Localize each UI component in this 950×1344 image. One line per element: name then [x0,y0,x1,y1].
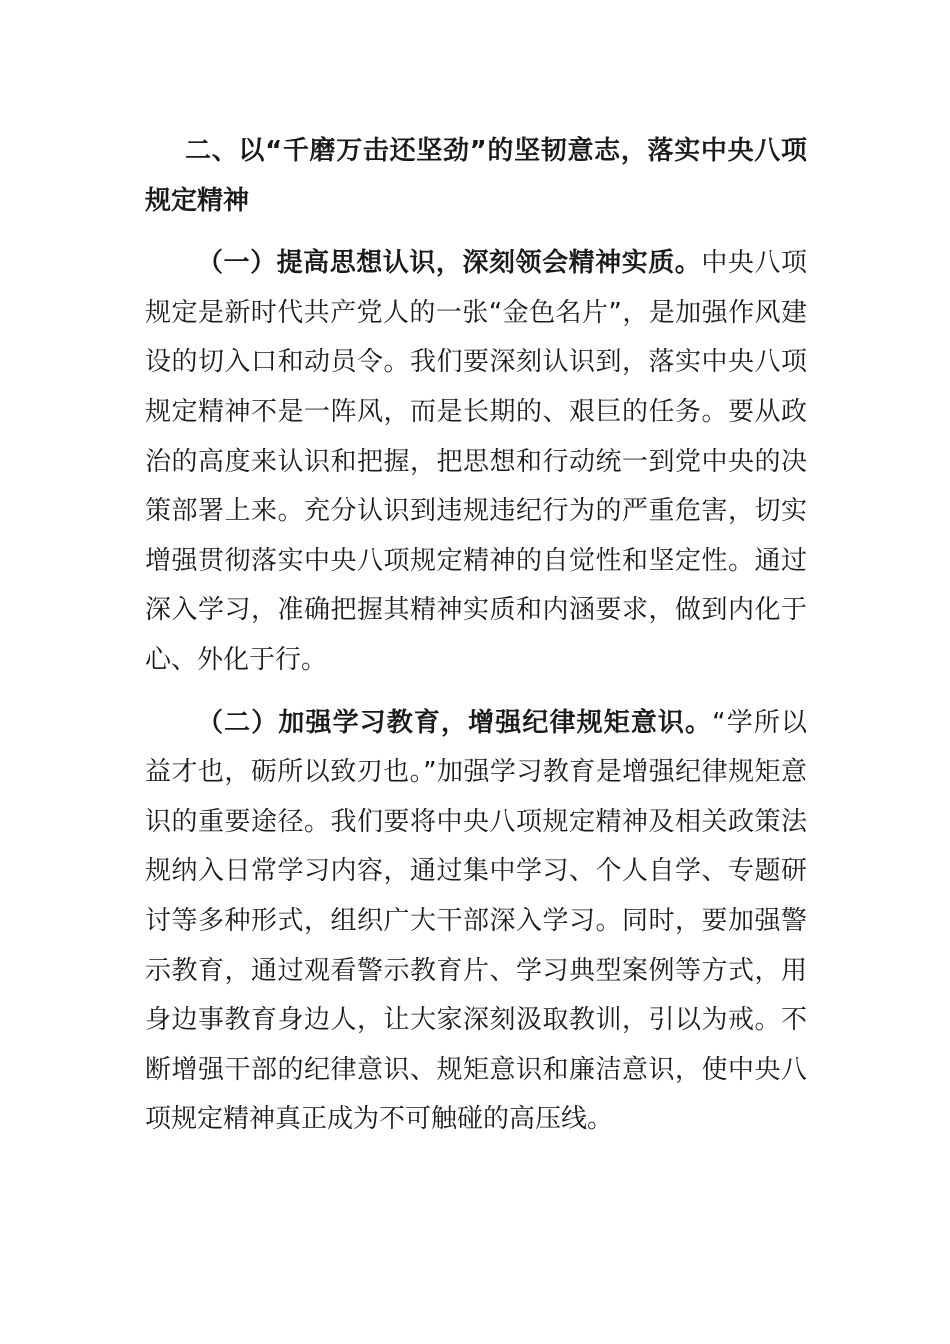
section-heading: 二、以“千磨万击还坚劲”的坚韧意志，落实中央八项规定精神 [145,136,807,216]
paragraph-1-lead: （一）提高思想认识，深刻领会精神实质。 [197,248,702,279]
paragraph-1 [145,239,807,685]
document-page [145,127,807,1158]
paragraph-2-lead: （二）加强学习教育，增强纪律规矩意识。 [197,707,713,738]
paragraph-1-body: 中央八项规定是新时代共产党人的一张“金色名片”，是加强作风建设的切入口和动员令。我们要深刻认识到，落实中央八项规定精神不是一阵风，而是长期的、艰巨的任务。要从政治的高度来认识和把握，把思想和行动统一到党中央的决策部署上来。充分认识到违规违纪行为的严重危害，切实增强贯彻落实中央八项规定精神的自觉性和坚定性。通过深入学习，准确把握其精神实质和内涵要求，做到内化于心、外化于行。 [145,248,807,675]
paragraph-2 [145,699,807,1145]
paragraph-2-body: “学所以益才也，砺所以致刃也。”加强学习教育是增强纪律规矩意识的重要途径。我们要将中央八项规定精神及相关政策法规纳入日常学习内容，通过集中学习、个人自学、专题研讨等多种形式，组织广大干部深入学习。同时，要加强警示教育，通过观看警示教育片、学习典型案例等方式，用身边事教育身边人，让大家深刻汲取教训，引以为戒。不断增强干部的纪律意识、规矩意识和廉洁意识，使中央八项规定精神真正成为不可触碰的高压线。 [145,707,807,1135]
